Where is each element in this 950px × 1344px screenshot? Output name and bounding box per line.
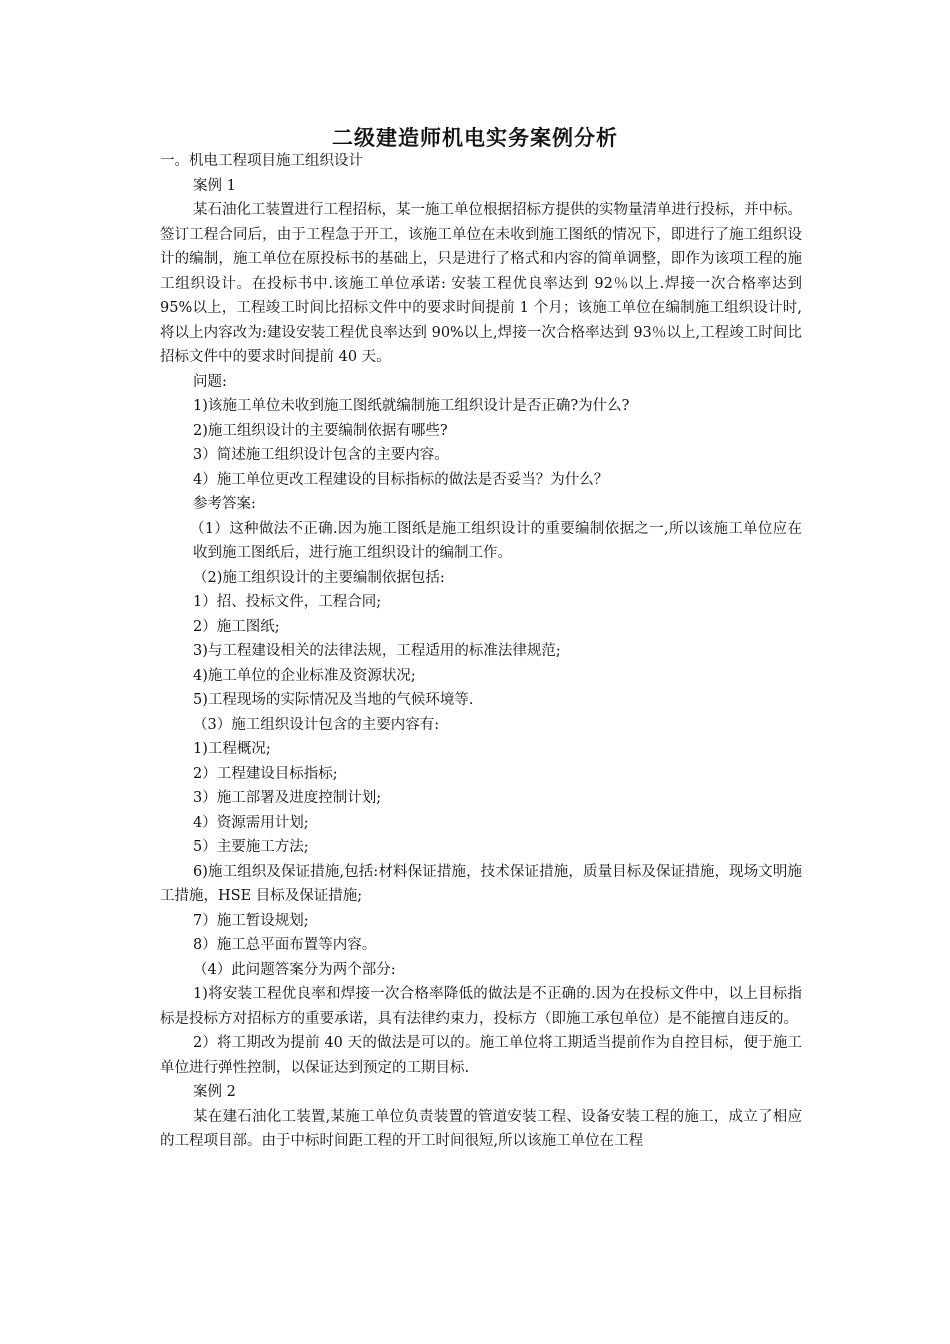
paragraph: 1)工程概况; (193, 741, 271, 757)
paragraph: 问题: (193, 373, 227, 390)
paragraph: 4）资源需用计划; (193, 814, 309, 831)
paragraph: （1）这种做法不正确.因为施工图纸是施工组织设计的重要编制依据之一,所以该施工单位应在收到施工图纸后，进行施工组织设计的编制工作。 (190, 520, 802, 561)
paragraph: 1)该施工单位未收到施工图纸就编制施工组织设计是否正确?为什么? (193, 398, 630, 414)
paragraph: 3）简述施工组织设计包含的主要内容。 (193, 447, 449, 463)
paragraph: 3）施工部署及进度控制计划; (193, 790, 382, 806)
document-body (160, 149, 802, 1154)
paragraph: 4)施工单位的企业标准及资源状况; (193, 667, 416, 684)
paragraph: 一。机电工程项目施工组织设计 (160, 153, 363, 169)
paragraph: 1)将安装工程优良率和焊接一次合格率降低的做法是不正确的.因为在投标文件中，以上目标指标是投标方对招标方的重要承诺，具有法律约束力，投标方（即施工承包单位）是不能擅自违反的。 (160, 986, 802, 1027)
paragraph: 6)施工组织及保证措施,包括:材料保证措施，技术保证措施，质量目标及保证措施，现场文明施工措施，HSE 目标及保证措施; (160, 863, 802, 904)
paragraph: （4）此问题答案分为两个部分: (193, 961, 396, 978)
paragraph: 8）施工总平面布置等内容。 (193, 937, 377, 953)
paragraph: 2）施工图纸; (193, 618, 280, 635)
paragraph: 2）将工期改为提前 40 天的做法是可以的。施工单位将工期适当提前作为自控目标，便于施工单位进行弹性控制，以保证达到预定的工期目标. (160, 1035, 802, 1076)
paragraph: （2)施工组织设计的主要编制依据包括: (193, 569, 445, 586)
paragraph: 5)工程现场的实际情况及当地的气候环境等. (193, 692, 474, 708)
page-title: 二级建造师机电实务案例分析 (332, 126, 618, 150)
paragraph: 2）工程建设目标指标; (193, 765, 338, 782)
paragraph: 7）施工暂设规划; (193, 912, 309, 929)
paragraph: 1）招、投标文件，工程合同; (193, 594, 382, 610)
paragraph: 5）主要施工方法; (193, 839, 309, 855)
paragraph: （3）施工组织设计包含的主要内容有: (193, 716, 440, 733)
paragraph: 参考答案: (193, 496, 256, 512)
paragraph: 4）施工单位更改工程建设的目标指标的做法是否妥当？为什么？ (193, 471, 609, 488)
paragraph: 案例 1 (193, 177, 236, 194)
paragraph: 3)与工程建设相关的法律法规，工程适用的标准法律规范; (193, 643, 561, 659)
paragraph: 某石油化工装置进行工程招标，某一施工单位根据招标方提供的实物量清单进行投标，并中标。签订工程合同后，由于工程急于开工，该施工单位在未收到施工图纸的情况下，即进行了施工组织设计的编制，施工单位在原投标书的基础上，只是进行了格式和内容的简单调整，即作为该项工程的施工组织设计。在投标书中.该施工单位承诺: 安装工程优良率达到 92％以上.焊接一次合格率达到 95%以上，工程竣工时间比招标文件中的要求时间提前 1 个月；该施工单位在编制施工组织设计时,将以上内容改为:建设安装工程优良率达到 90%以上,焊接一次合格率达到 93％以上,工程竣工时间比招标文件中的要求时间提前 40 天。 (160, 202, 802, 365)
paragraph: 案例 2 (193, 1084, 236, 1100)
paragraph: 2)施工组织设计的主要编制依据有哪些? (193, 422, 448, 439)
paragraph: 某在建石油化工装置,某施工单位负责装置的管道安装工程、设备安装工程的施工，成立了相应的工程项目部。由于中标时间距工程的开工时间很短,所以该施工单位在工程 (160, 1108, 802, 1149)
